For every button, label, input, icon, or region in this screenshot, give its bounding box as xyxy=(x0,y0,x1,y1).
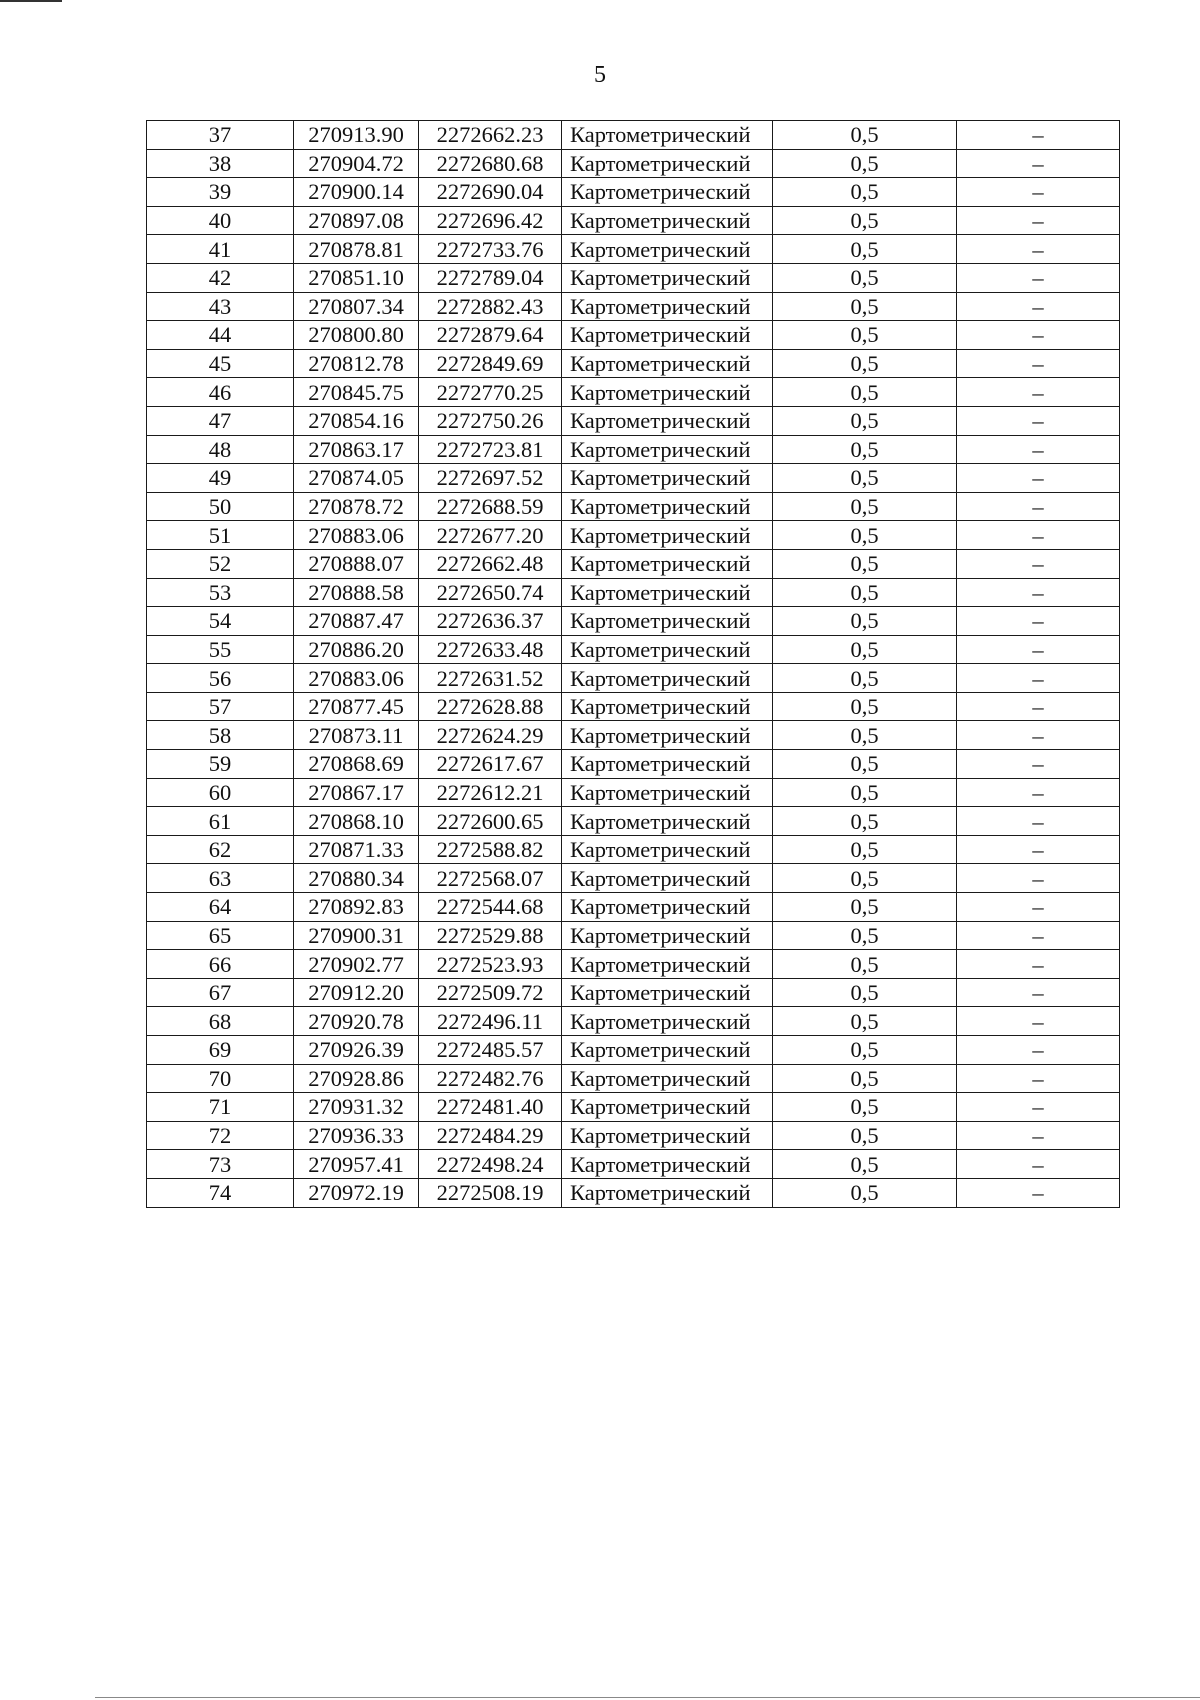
x-coordinate-cell: 270883.06 xyxy=(294,664,419,693)
point-number-cell: 72 xyxy=(147,1121,294,1150)
accuracy-cell: 0,5 xyxy=(773,692,957,721)
point-number-cell: 62 xyxy=(147,835,294,864)
x-coordinate-cell: 270807.34 xyxy=(294,292,419,321)
description-cell: – xyxy=(957,692,1120,721)
scan-edge-mark xyxy=(0,0,62,2)
x-coordinate-cell: 270845.75 xyxy=(294,378,419,407)
accuracy-cell: 0,5 xyxy=(773,778,957,807)
x-coordinate-cell: 270928.86 xyxy=(294,1064,419,1093)
accuracy-cell: 0,5 xyxy=(773,893,957,922)
table-row xyxy=(147,549,1120,578)
accuracy-cell: 0,5 xyxy=(773,435,957,464)
method-cell: Картометрический xyxy=(562,950,773,979)
accuracy-cell: 0,5 xyxy=(773,292,957,321)
table-row xyxy=(147,978,1120,1007)
description-cell: – xyxy=(957,1007,1120,1036)
method-cell: Картометрический xyxy=(562,235,773,264)
x-coordinate-cell: 270874.05 xyxy=(294,464,419,493)
table-row xyxy=(147,406,1120,435)
description-cell: – xyxy=(957,435,1120,464)
table-row xyxy=(147,664,1120,693)
description-cell: – xyxy=(957,1150,1120,1179)
accuracy-cell: 0,5 xyxy=(773,835,957,864)
accuracy-cell: 0,5 xyxy=(773,1036,957,1065)
y-coordinate-cell: 2272484.29 xyxy=(419,1121,562,1150)
x-coordinate-cell: 270877.45 xyxy=(294,692,419,721)
description-cell: – xyxy=(957,1121,1120,1150)
x-coordinate-cell: 270902.77 xyxy=(294,950,419,979)
method-cell: Картометрический xyxy=(562,292,773,321)
table-row xyxy=(147,1178,1120,1207)
method-cell: Картометрический xyxy=(562,121,773,150)
table-row xyxy=(147,492,1120,521)
y-coordinate-cell: 2272509.72 xyxy=(419,978,562,1007)
point-number-cell: 56 xyxy=(147,664,294,693)
point-number-cell: 42 xyxy=(147,263,294,292)
point-number-cell: 46 xyxy=(147,378,294,407)
point-number-cell: 57 xyxy=(147,692,294,721)
accuracy-cell: 0,5 xyxy=(773,1178,957,1207)
y-coordinate-cell: 2272770.25 xyxy=(419,378,562,407)
y-coordinate-cell: 2272600.65 xyxy=(419,807,562,836)
method-cell: Картометрический xyxy=(562,1036,773,1065)
x-coordinate-cell: 270867.17 xyxy=(294,778,419,807)
method-cell: Картометрический xyxy=(562,635,773,664)
y-coordinate-cell: 2272628.88 xyxy=(419,692,562,721)
description-cell: – xyxy=(957,750,1120,779)
table-row xyxy=(147,235,1120,264)
y-coordinate-cell: 2272481.40 xyxy=(419,1093,562,1122)
method-cell: Картометрический xyxy=(562,378,773,407)
x-coordinate-cell: 270868.10 xyxy=(294,807,419,836)
table-row xyxy=(147,206,1120,235)
description-cell: – xyxy=(957,464,1120,493)
table-row xyxy=(147,1150,1120,1179)
method-cell: Картометрический xyxy=(562,893,773,922)
accuracy-cell: 0,5 xyxy=(773,864,957,893)
method-cell: Картометрический xyxy=(562,607,773,636)
method-cell: Картометрический xyxy=(562,321,773,350)
x-coordinate-cell: 270887.47 xyxy=(294,607,419,636)
description-cell: – xyxy=(957,950,1120,979)
x-coordinate-cell: 270854.16 xyxy=(294,406,419,435)
description-cell: – xyxy=(957,492,1120,521)
description-cell: – xyxy=(957,206,1120,235)
accuracy-cell: 0,5 xyxy=(773,121,957,150)
point-number-cell: 69 xyxy=(147,1036,294,1065)
point-number-cell: 43 xyxy=(147,292,294,321)
y-coordinate-cell: 2272631.52 xyxy=(419,664,562,693)
description-cell: – xyxy=(957,1036,1120,1065)
y-coordinate-cell: 2272496.11 xyxy=(419,1007,562,1036)
y-coordinate-cell: 2272882.43 xyxy=(419,292,562,321)
point-number-cell: 71 xyxy=(147,1093,294,1122)
table-row xyxy=(147,178,1120,207)
description-cell: – xyxy=(957,893,1120,922)
table-row xyxy=(147,750,1120,779)
method-cell: Картометрический xyxy=(562,464,773,493)
y-coordinate-cell: 2272662.23 xyxy=(419,121,562,150)
y-coordinate-cell: 2272529.88 xyxy=(419,921,562,950)
description-cell: – xyxy=(957,1064,1120,1093)
method-cell: Картометрический xyxy=(562,807,773,836)
point-number-cell: 66 xyxy=(147,950,294,979)
table-row xyxy=(147,121,1120,150)
y-coordinate-cell: 2272696.42 xyxy=(419,206,562,235)
x-coordinate-cell: 270900.14 xyxy=(294,178,419,207)
y-coordinate-cell: 2272650.74 xyxy=(419,578,562,607)
accuracy-cell: 0,5 xyxy=(773,263,957,292)
accuracy-cell: 0,5 xyxy=(773,178,957,207)
point-number-cell: 68 xyxy=(147,1007,294,1036)
method-cell: Картометрический xyxy=(562,692,773,721)
y-coordinate-cell: 2272482.76 xyxy=(419,1064,562,1093)
table-row xyxy=(147,1093,1120,1122)
point-number-cell: 64 xyxy=(147,893,294,922)
accuracy-cell: 0,5 xyxy=(773,1007,957,1036)
point-number-cell: 59 xyxy=(147,750,294,779)
method-cell: Картометрический xyxy=(562,349,773,378)
accuracy-cell: 0,5 xyxy=(773,635,957,664)
point-number-cell: 54 xyxy=(147,607,294,636)
point-number-cell: 47 xyxy=(147,406,294,435)
description-cell: – xyxy=(957,664,1120,693)
x-coordinate-cell: 270873.11 xyxy=(294,721,419,750)
point-number-cell: 50 xyxy=(147,492,294,521)
accuracy-cell: 0,5 xyxy=(773,1150,957,1179)
x-coordinate-cell: 270904.72 xyxy=(294,149,419,178)
table-row xyxy=(147,921,1120,950)
method-cell: Картометрический xyxy=(562,750,773,779)
method-cell: Картометрический xyxy=(562,578,773,607)
coordinates-table xyxy=(146,120,1120,1208)
description-cell: – xyxy=(957,578,1120,607)
method-cell: Картометрический xyxy=(562,406,773,435)
y-coordinate-cell: 2272733.76 xyxy=(419,235,562,264)
y-coordinate-cell: 2272617.67 xyxy=(419,750,562,779)
description-cell: – xyxy=(957,1093,1120,1122)
table-row xyxy=(147,1036,1120,1065)
description-cell: – xyxy=(957,349,1120,378)
accuracy-cell: 0,5 xyxy=(773,578,957,607)
point-number-cell: 49 xyxy=(147,464,294,493)
y-coordinate-cell: 2272485.57 xyxy=(419,1036,562,1065)
point-number-cell: 58 xyxy=(147,721,294,750)
point-number-cell: 60 xyxy=(147,778,294,807)
description-cell: – xyxy=(957,978,1120,1007)
method-cell: Картометрический xyxy=(562,835,773,864)
point-number-cell: 44 xyxy=(147,321,294,350)
y-coordinate-cell: 2272633.48 xyxy=(419,635,562,664)
x-coordinate-cell: 270878.81 xyxy=(294,235,419,264)
x-coordinate-cell: 270863.17 xyxy=(294,435,419,464)
point-number-cell: 48 xyxy=(147,435,294,464)
x-coordinate-cell: 270897.08 xyxy=(294,206,419,235)
y-coordinate-cell: 2272680.68 xyxy=(419,149,562,178)
table-row xyxy=(147,807,1120,836)
point-number-cell: 45 xyxy=(147,349,294,378)
accuracy-cell: 0,5 xyxy=(773,950,957,979)
x-coordinate-cell: 270800.80 xyxy=(294,321,419,350)
scan-bottom-line xyxy=(95,1697,1200,1698)
point-number-cell: 73 xyxy=(147,1150,294,1179)
x-coordinate-cell: 270926.39 xyxy=(294,1036,419,1065)
coordinates-table-body xyxy=(147,121,1120,1208)
method-cell: Картометрический xyxy=(562,549,773,578)
accuracy-cell: 0,5 xyxy=(773,349,957,378)
point-number-cell: 53 xyxy=(147,578,294,607)
table-row xyxy=(147,950,1120,979)
description-cell: – xyxy=(957,864,1120,893)
y-coordinate-cell: 2272624.29 xyxy=(419,721,562,750)
table-row xyxy=(147,607,1120,636)
point-number-cell: 39 xyxy=(147,178,294,207)
y-coordinate-cell: 2272849.69 xyxy=(419,349,562,378)
method-cell: Картометрический xyxy=(562,263,773,292)
description-cell: – xyxy=(957,378,1120,407)
x-coordinate-cell: 270920.78 xyxy=(294,1007,419,1036)
point-number-cell: 37 xyxy=(147,121,294,150)
point-number-cell: 61 xyxy=(147,807,294,836)
y-coordinate-cell: 2272612.21 xyxy=(419,778,562,807)
description-cell: – xyxy=(957,321,1120,350)
method-cell: Картометрический xyxy=(562,664,773,693)
table-row xyxy=(147,1007,1120,1036)
x-coordinate-cell: 270892.83 xyxy=(294,893,419,922)
accuracy-cell: 0,5 xyxy=(773,607,957,636)
method-cell: Картометрический xyxy=(562,864,773,893)
table-row xyxy=(147,864,1120,893)
method-cell: Картометрический xyxy=(562,492,773,521)
accuracy-cell: 0,5 xyxy=(773,406,957,435)
x-coordinate-cell: 270957.41 xyxy=(294,1150,419,1179)
description-cell: – xyxy=(957,263,1120,292)
accuracy-cell: 0,5 xyxy=(773,978,957,1007)
x-coordinate-cell: 270878.72 xyxy=(294,492,419,521)
description-cell: – xyxy=(957,549,1120,578)
accuracy-cell: 0,5 xyxy=(773,721,957,750)
method-cell: Картометрический xyxy=(562,1007,773,1036)
table-row xyxy=(147,321,1120,350)
accuracy-cell: 0,5 xyxy=(773,321,957,350)
y-coordinate-cell: 2272523.93 xyxy=(419,950,562,979)
x-coordinate-cell: 270900.31 xyxy=(294,921,419,950)
accuracy-cell: 0,5 xyxy=(773,1064,957,1093)
point-number-cell: 52 xyxy=(147,549,294,578)
x-coordinate-cell: 270868.69 xyxy=(294,750,419,779)
table-row xyxy=(147,292,1120,321)
table-row xyxy=(147,149,1120,178)
accuracy-cell: 0,5 xyxy=(773,1093,957,1122)
y-coordinate-cell: 2272568.07 xyxy=(419,864,562,893)
method-cell: Картометрический xyxy=(562,921,773,950)
table-row xyxy=(147,692,1120,721)
point-number-cell: 38 xyxy=(147,149,294,178)
description-cell: – xyxy=(957,178,1120,207)
y-coordinate-cell: 2272544.68 xyxy=(419,893,562,922)
method-cell: Картометрический xyxy=(562,778,773,807)
y-coordinate-cell: 2272879.64 xyxy=(419,321,562,350)
table-row xyxy=(147,378,1120,407)
x-coordinate-cell: 270883.06 xyxy=(294,521,419,550)
point-number-cell: 51 xyxy=(147,521,294,550)
description-cell: – xyxy=(957,149,1120,178)
accuracy-cell: 0,5 xyxy=(773,549,957,578)
method-cell: Картометрический xyxy=(562,721,773,750)
description-cell: – xyxy=(957,721,1120,750)
x-coordinate-cell: 270851.10 xyxy=(294,263,419,292)
description-cell: – xyxy=(957,921,1120,950)
x-coordinate-cell: 270912.20 xyxy=(294,978,419,1007)
accuracy-cell: 0,5 xyxy=(773,464,957,493)
table-row xyxy=(147,521,1120,550)
accuracy-cell: 0,5 xyxy=(773,378,957,407)
x-coordinate-cell: 270880.34 xyxy=(294,864,419,893)
x-coordinate-cell: 270871.33 xyxy=(294,835,419,864)
method-cell: Картометрический xyxy=(562,978,773,1007)
x-coordinate-cell: 270913.90 xyxy=(294,121,419,150)
table-row xyxy=(147,835,1120,864)
table-row xyxy=(147,1121,1120,1150)
accuracy-cell: 0,5 xyxy=(773,206,957,235)
point-number-cell: 55 xyxy=(147,635,294,664)
description-cell: – xyxy=(957,635,1120,664)
x-coordinate-cell: 270888.07 xyxy=(294,549,419,578)
x-coordinate-cell: 270931.32 xyxy=(294,1093,419,1122)
table-row xyxy=(147,1064,1120,1093)
point-number-cell: 67 xyxy=(147,978,294,1007)
method-cell: Картометрический xyxy=(562,1064,773,1093)
accuracy-cell: 0,5 xyxy=(773,492,957,521)
y-coordinate-cell: 2272690.04 xyxy=(419,178,562,207)
method-cell: Картометрический xyxy=(562,206,773,235)
page-number: 5 xyxy=(594,62,606,88)
point-number-cell: 70 xyxy=(147,1064,294,1093)
description-cell: – xyxy=(957,807,1120,836)
method-cell: Картометрический xyxy=(562,521,773,550)
description-cell: – xyxy=(957,1178,1120,1207)
accuracy-cell: 0,5 xyxy=(773,921,957,950)
table-row xyxy=(147,578,1120,607)
y-coordinate-cell: 2272789.04 xyxy=(419,263,562,292)
y-coordinate-cell: 2272588.82 xyxy=(419,835,562,864)
description-cell: – xyxy=(957,292,1120,321)
method-cell: Картометрический xyxy=(562,1150,773,1179)
table-row xyxy=(147,721,1120,750)
point-number-cell: 65 xyxy=(147,921,294,950)
point-number-cell: 40 xyxy=(147,206,294,235)
method-cell: Картометрический xyxy=(562,1178,773,1207)
x-coordinate-cell: 270972.19 xyxy=(294,1178,419,1207)
x-coordinate-cell: 270812.78 xyxy=(294,349,419,378)
accuracy-cell: 0,5 xyxy=(773,1121,957,1150)
accuracy-cell: 0,5 xyxy=(773,235,957,264)
x-coordinate-cell: 270936.33 xyxy=(294,1121,419,1150)
table-row xyxy=(147,263,1120,292)
table-row xyxy=(147,778,1120,807)
point-number-cell: 41 xyxy=(147,235,294,264)
table-row xyxy=(147,464,1120,493)
y-coordinate-cell: 2272636.37 xyxy=(419,607,562,636)
description-cell: – xyxy=(957,235,1120,264)
y-coordinate-cell: 2272677.20 xyxy=(419,521,562,550)
description-cell: – xyxy=(957,607,1120,636)
y-coordinate-cell: 2272498.24 xyxy=(419,1150,562,1179)
description-cell: – xyxy=(957,778,1120,807)
method-cell: Картометрический xyxy=(562,435,773,464)
accuracy-cell: 0,5 xyxy=(773,149,957,178)
description-cell: – xyxy=(957,406,1120,435)
table-row xyxy=(147,635,1120,664)
y-coordinate-cell: 2272662.48 xyxy=(419,549,562,578)
y-coordinate-cell: 2272697.52 xyxy=(419,464,562,493)
y-coordinate-cell: 2272750.26 xyxy=(419,406,562,435)
y-coordinate-cell: 2272508.19 xyxy=(419,1178,562,1207)
y-coordinate-cell: 2272723.81 xyxy=(419,435,562,464)
accuracy-cell: 0,5 xyxy=(773,664,957,693)
method-cell: Картометрический xyxy=(562,178,773,207)
method-cell: Картометрический xyxy=(562,1093,773,1122)
x-coordinate-cell: 270886.20 xyxy=(294,635,419,664)
point-number-cell: 74 xyxy=(147,1178,294,1207)
description-cell: – xyxy=(957,121,1120,150)
method-cell: Картометрический xyxy=(562,149,773,178)
accuracy-cell: 0,5 xyxy=(773,750,957,779)
accuracy-cell: 0,5 xyxy=(773,807,957,836)
table-row xyxy=(147,349,1120,378)
description-cell: – xyxy=(957,521,1120,550)
method-cell: Картометрический xyxy=(562,1121,773,1150)
x-coordinate-cell: 270888.58 xyxy=(294,578,419,607)
point-number-cell: 63 xyxy=(147,864,294,893)
table-row xyxy=(147,893,1120,922)
table-row xyxy=(147,435,1120,464)
accuracy-cell: 0,5 xyxy=(773,521,957,550)
y-coordinate-cell: 2272688.59 xyxy=(419,492,562,521)
description-cell: – xyxy=(957,835,1120,864)
